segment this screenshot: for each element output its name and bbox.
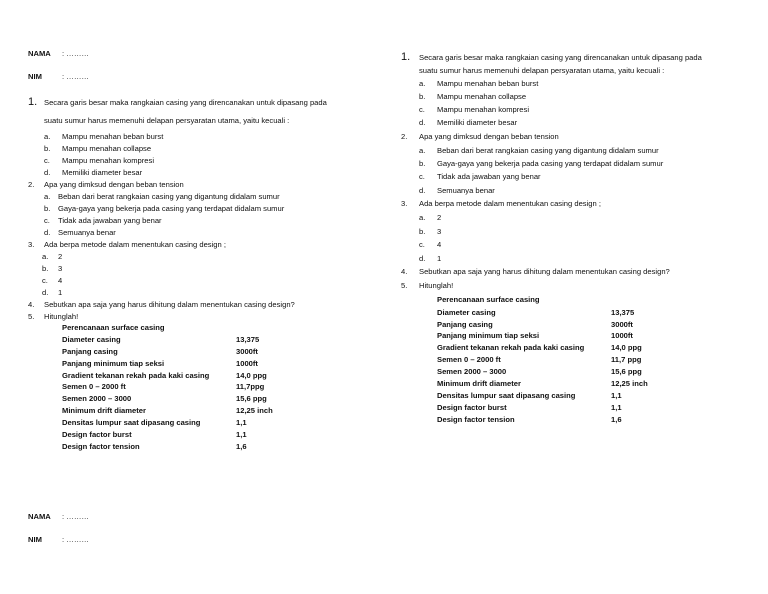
q4-number: 4. <box>401 267 408 276</box>
q3-option-letter: a. <box>42 252 49 261</box>
q1-text-line1: Secara garis besar maka rangkaian casing yang direncanakan untuk dipasang pada <box>419 53 702 62</box>
q1-text-line1: Secara garis besar maka rangkaian casing yang direncanakan untuk dipasang pada <box>44 98 327 107</box>
q1-option-text: Mampu menahan beban burst <box>62 132 164 141</box>
q5-row-value: 14,0 ppg <box>236 371 267 380</box>
q5-row-value: 13,375 <box>236 335 260 344</box>
nim-label: NIM <box>28 72 42 81</box>
q5-row-value: 3000ft <box>236 347 258 356</box>
q5-row-label: Semen 0 – 2000 ft <box>437 355 501 364</box>
q3-option-letter: a. <box>419 213 426 222</box>
q5-row-value: 11,7ppg <box>236 382 265 391</box>
q5-row-label: Semen 2000 – 3000 <box>437 367 507 376</box>
q5-row-label: Gradient tekanan rekah pada kaki casing <box>62 371 210 380</box>
q5-row-label: Minimum drift diameter <box>437 379 521 388</box>
q2-text: Apa yang dimksud dengan beban tension <box>44 180 184 189</box>
q5-row-value: 11,7 ppg <box>611 355 642 364</box>
q3-option-letter: d. <box>419 254 426 263</box>
q4-number: 4. <box>28 300 35 309</box>
q5-number: 5. <box>401 281 408 290</box>
q3-option-letter: c. <box>42 276 48 285</box>
q2-option-letter: a. <box>419 146 426 155</box>
q2-option-text: Semuanya benar <box>437 186 495 195</box>
q1-option-letter: a. <box>419 79 426 88</box>
q5-row-label: Densitas lumpur saat dipasang casing <box>437 391 576 400</box>
q1-option-text: Memiliki diameter besar <box>437 118 518 127</box>
q3-option-text: 4 <box>58 276 63 285</box>
q5-row-value: 14,0 ppg <box>611 343 642 352</box>
q5-row-label: Panjang minimum tiap seksi <box>62 359 165 368</box>
q3-text: Ada berpa metode dalam menentukan casing design ; <box>44 240 226 249</box>
q5-text: Hitunglah! <box>419 281 454 290</box>
q5-row-label: Diameter casing <box>62 335 121 344</box>
nama-label: NAMA <box>28 49 51 58</box>
q2-text: Apa yang dimksud dengan beban tension <box>419 132 559 141</box>
q3-option-text: 2 <box>437 213 442 222</box>
q5-text: Hitunglah! <box>44 312 79 321</box>
q1-option-letter: a. <box>44 132 51 141</box>
q1-option-letter: c. <box>419 105 425 114</box>
q2-option-text: Tidak ada jawaban yang benar <box>58 216 162 225</box>
nama-value-2: : ……… <box>62 512 90 521</box>
q3-option-text: 3 <box>58 264 63 273</box>
q3-option-text: 2 <box>58 252 63 261</box>
q5-row-label: Semen 2000 – 3000 <box>62 394 132 403</box>
nim-value: : ……… <box>62 72 90 81</box>
q5-row-label: Panjang minimum tiap seksi <box>437 331 540 340</box>
q2-option-letter: d. <box>44 228 51 237</box>
q3-option-text: 4 <box>437 240 442 249</box>
q5-number: 5. <box>28 312 35 321</box>
q5-row-value: 15,6 ppg <box>611 367 642 376</box>
q3-option-letter: b. <box>42 264 49 273</box>
q3-option-letter: d. <box>42 288 49 297</box>
q1-option-letter: b. <box>44 144 51 153</box>
q1-option-letter: b. <box>419 92 426 101</box>
q5-row-label: Design factor burst <box>437 403 507 412</box>
q2-option-letter: b. <box>419 159 426 168</box>
q1-option-text: Memiliki diameter besar <box>62 168 143 177</box>
q5-heading: Perencanaan surface casing <box>437 295 540 304</box>
q3-option-letter: c. <box>419 240 425 249</box>
q2-option-letter: c. <box>419 172 425 181</box>
q2-option-letter: d. <box>419 186 426 195</box>
q1-number: 1. <box>401 51 411 63</box>
q1-option-letter: d. <box>419 118 426 127</box>
q5-row-label: Panjang casing <box>62 347 118 356</box>
q2-option-letter: c. <box>44 216 50 225</box>
q5-row-label: Design factor burst <box>62 430 132 439</box>
q5-row-value: 12,25 inch <box>236 406 273 415</box>
q1-option-text: Mampu menahan kompresi <box>62 156 155 165</box>
q5-row-label: Diameter casing <box>437 308 496 317</box>
q5-row-label: Panjang casing <box>437 320 493 329</box>
q5-row-value: 1,1 <box>236 430 247 439</box>
q2-option-text: Beban dari berat rangkaian casing yang digantung didalam sumur <box>437 146 659 155</box>
nama-label-2: NAMA <box>28 512 51 521</box>
q5-row-label: Design factor tension <box>62 442 140 451</box>
q2-option-text: Semuanya benar <box>58 228 116 237</box>
q5-row-value: 3000ft <box>611 320 633 329</box>
q1-text-line2: suatu sumur harus memenuhi delapan persyaratan utama, yaitu kecuali : <box>419 66 665 75</box>
q2-number: 2. <box>28 180 35 189</box>
q5-row-value: 1,6 <box>611 415 622 424</box>
q2-option-text: Gaya-gaya yang bekerja pada casing yang terdapat didalam sumur <box>437 159 664 168</box>
q2-option-letter: b. <box>44 204 51 213</box>
q5-row-value: 1,1 <box>611 403 622 412</box>
q5-row-value: 1,1 <box>611 391 622 400</box>
q4-text: Sebutkan apa saja yang harus dihitung dalam menentukan casing design? <box>44 300 295 309</box>
q1-option-letter: d. <box>44 168 51 177</box>
q5-row-value: 1,6 <box>236 442 247 451</box>
q2-number: 2. <box>401 132 408 141</box>
q3-option-letter: b. <box>419 227 426 236</box>
q1-number: 1. <box>28 96 38 108</box>
q3-option-text: 3 <box>437 227 442 236</box>
q4-text: Sebutkan apa saja yang harus dihitung dalam menentukan casing design? <box>419 267 670 276</box>
q3-text: Ada berpa metode dalam menentukan casing design ; <box>419 199 601 208</box>
nim-label-2: NIM <box>28 535 42 544</box>
q1-option-text: Mampu menahan kompresi <box>437 105 530 114</box>
q3-number: 3. <box>28 240 35 249</box>
q2-option-text: Beban dari berat rangkaian casing yang digantung didalam sumur <box>58 192 280 201</box>
q5-row-value: 15,6 ppg <box>236 394 267 403</box>
q3-option-text: 1 <box>437 254 442 263</box>
q1-option-text: Mampu menahan collapse <box>62 144 152 153</box>
q5-row-value: 12,25 inch <box>611 379 648 388</box>
q5-row-value: 1000ft <box>236 359 258 368</box>
q5-row-label: Gradient tekanan rekah pada kaki casing <box>437 343 585 352</box>
q1-option-text: Mampu menahan collapse <box>437 92 527 101</box>
q5-heading: Perencanaan surface casing <box>62 323 165 332</box>
q2-option-text: Gaya-gaya yang bekerja pada casing yang terdapat didalam sumur <box>58 204 285 213</box>
q1-option-text: Mampu menahan beban burst <box>437 79 539 88</box>
q2-option-text: Tidak ada jawaban yang benar <box>437 172 541 181</box>
nim-value-2: : ……… <box>62 535 90 544</box>
q3-option-text: 1 <box>58 288 63 297</box>
q5-row-value: 1,1 <box>236 418 247 427</box>
q5-row-label: Semen 0 – 2000 ft <box>62 382 126 391</box>
nama-value: : ……… <box>62 49 90 58</box>
q3-number: 3. <box>401 199 408 208</box>
q5-row-label: Densitas lumpur saat dipasang casing <box>62 418 201 427</box>
q5-row-value: 1000ft <box>611 331 633 340</box>
q2-option-letter: a. <box>44 192 51 201</box>
q5-row-label: Minimum drift diameter <box>62 406 146 415</box>
q1-option-letter: c. <box>44 156 50 165</box>
q1-text-line2: suatu sumur harus memenuhi delapan persyaratan utama, yaitu kecuali : <box>44 116 290 125</box>
q5-row-label: Design factor tension <box>437 415 515 424</box>
q5-row-value: 13,375 <box>611 308 635 317</box>
